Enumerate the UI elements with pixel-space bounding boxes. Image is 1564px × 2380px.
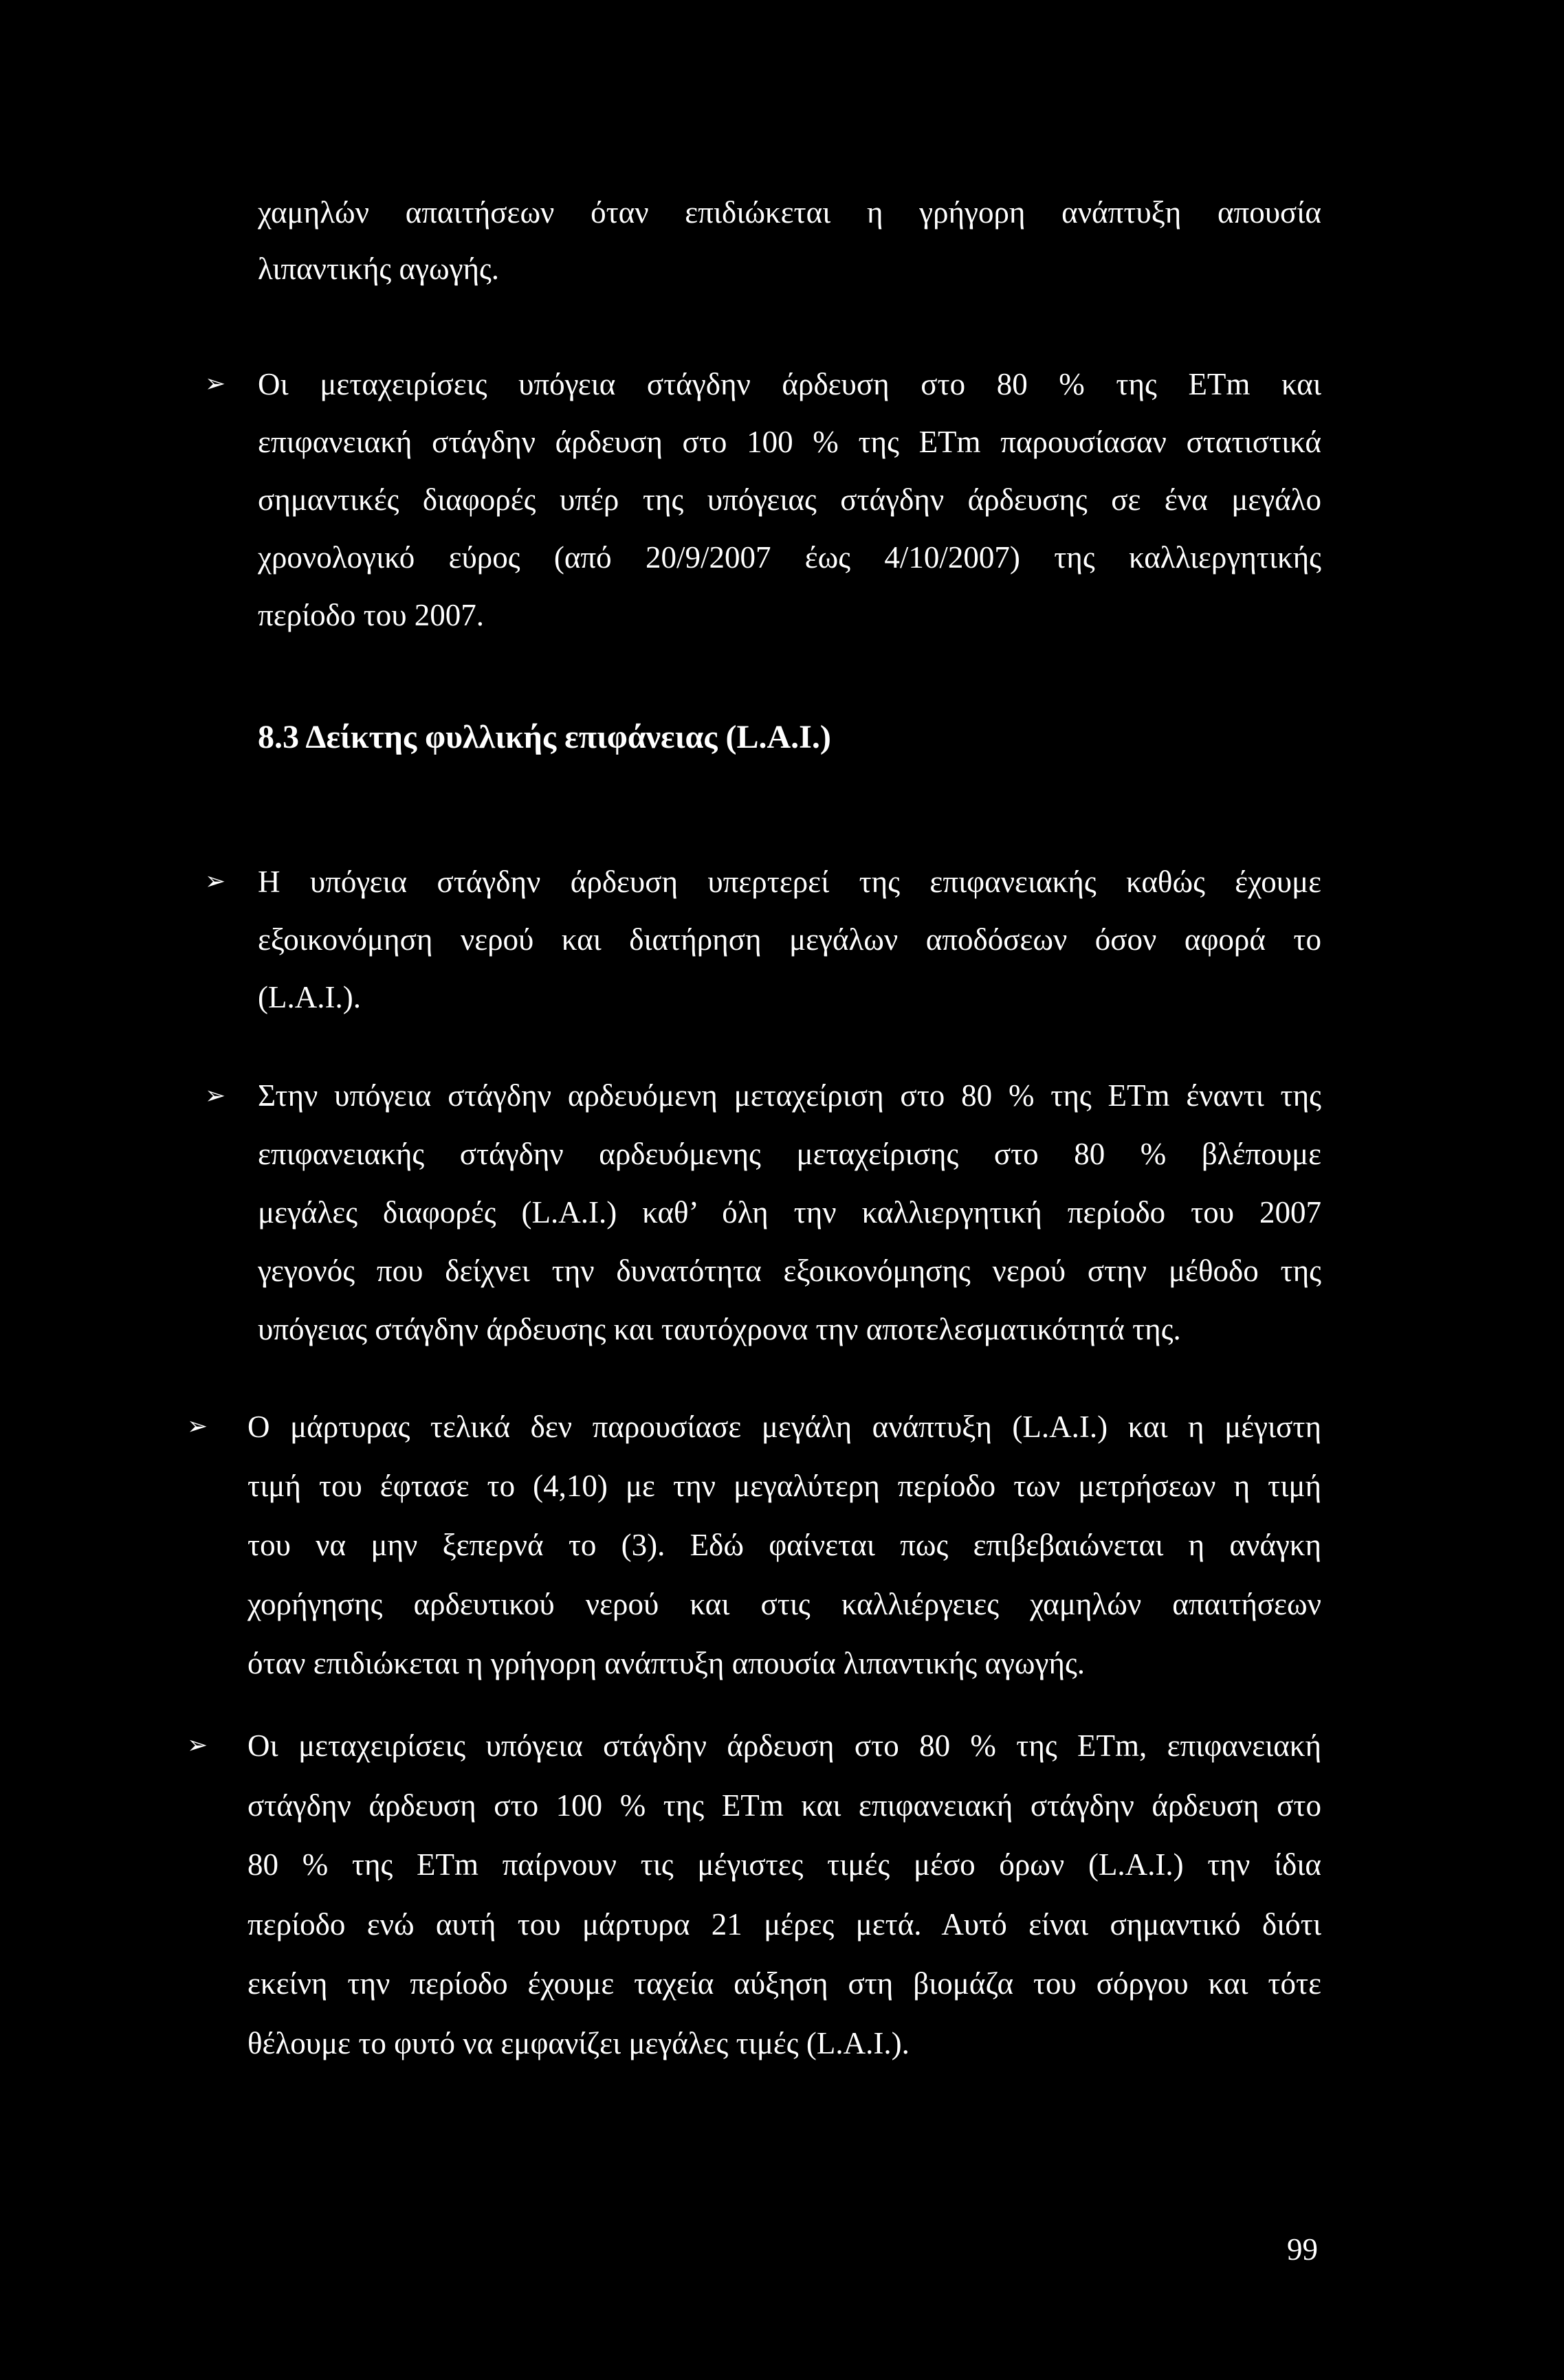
bullet-text — [258, 1067, 1321, 1359]
paragraph-line: γεγονός που δείχνει την δυνατότητα εξοικονόμησης νερού στην μέθοδο της — [258, 1254, 1321, 1288]
arrowhead-bullet-icon — [187, 1397, 208, 1456]
arrowhead-bullet-icon — [205, 853, 225, 911]
paragraph-line: Οι μεταχειρίσεις υπόγεια στάγδην άρδευση στο 80 % της ETm, επιφανειακή — [247, 1728, 1321, 1763]
paragraph-line: λιπαντικής αγωγής. — [258, 252, 500, 286]
page-number: 99 — [1287, 2232, 1318, 2267]
bullet-text — [247, 1397, 1321, 1693]
paragraph-line: χρονολογικό εύρος (από 20/9/2007 έως 4/10/2007) της καλλιεργητικής — [258, 540, 1321, 575]
arrowhead-bullet-icon — [205, 1067, 225, 1125]
paragraph-line: Οι μεταχειρίσεις υπόγεια στάγδην άρδευση στο 80 % της ETm και — [258, 367, 1321, 401]
paragraph-line: μεγάλες διαφορές (L.A.I.) καθ’ όλη την καλλιεργητική περίοδο του 2007 — [258, 1195, 1321, 1230]
paragraph-line: όταν επιδιώκεται η γρήγορη ανάπτυξη απουσία λιπαντικής αγωγής. — [247, 1646, 1086, 1680]
paragraph-line: Στην υπόγεια στάγδην αρδευόμενη μεταχείριση στο 80 % της ETm έναντι της — [258, 1078, 1321, 1113]
section-heading: 8.3 Δείκτης φυλλικής επιφάνειας (L.A.I.) — [258, 719, 831, 755]
paragraph-line: στάγδην άρδευση στο 100 % της ETm και επιφανειακή στάγδην άρδευση στο — [247, 1788, 1321, 1823]
paragraph-line: τιμή του έφτασε το (4,10) με την μεγαλύτερη περίοδο των μετρήσεων η τιμή — [247, 1469, 1321, 1503]
arrowhead-bullet-icon — [187, 1716, 208, 1776]
bullet-text — [258, 853, 1321, 1026]
paragraph-line: (L.A.I.). — [258, 980, 361, 1014]
bullet-paragraph — [187, 1716, 1321, 2073]
paragraph-line: εξοικονόμηση νερού και διατήρηση μεγάλων αποδόσεων όσον αφορά το — [258, 922, 1321, 957]
bullet-paragraph — [205, 853, 1321, 1026]
paragraph-line: περίοδο του 2007. — [258, 598, 484, 632]
paragraph-line: εκείνη την περίοδο έχουμε ταχεία αύξηση στη βιομάζα του σόργου και τότε — [247, 1966, 1321, 2001]
paragraph-line: επιφανειακή στάγδην άρδευση στο 100 % της ETm παρουσίασαν στατιστικά — [258, 425, 1321, 459]
paragraph-line: Ο μάρτυρας τελικά δεν παρουσίασε μεγάλη ανάπτυξη (L.A.I.) και η μέγιστη — [247, 1410, 1321, 1444]
paragraph-line: περίοδο ενώ αυτή του μάρτυρα 21 μέρες μετά. Αυτό είναι σημαντικό διότι — [247, 1906, 1321, 1942]
bullet-paragraph — [205, 1067, 1321, 1359]
arrowhead-bullet-icon — [205, 355, 225, 413]
paragraph-line: 80 % της ETm παίρνουν τις μέγιστες τιμές μέσο όρων (L.A.I.) την ίδια — [247, 1847, 1321, 1882]
continued-paragraph — [258, 184, 1321, 297]
bullet-text — [247, 1716, 1321, 2073]
bullet-text — [258, 355, 1321, 644]
paragraph-line: σημαντικές διαφορές υπέρ της υπόγειας στάγδην άρδευσης σε ένα μεγάλο — [258, 482, 1321, 517]
paragraph-line: επιφανειακής στάγδην αρδευόμενης μεταχείρισης στο 80 % βλέπουμε — [258, 1137, 1321, 1171]
paragraph-line: χαμηλών απαιτήσεων όταν επιδιώκεται η γρήγορη ανάπτυξη απουσία — [258, 195, 1321, 230]
bullet-paragraph — [205, 355, 1321, 644]
paragraph-line: υπόγειας στάγδην άρδευσης και ταυτόχρονα την αποτελεσματικότητά της. — [258, 1312, 1181, 1346]
paragraph-line: θέλουμε το φυτό να εμφανίζει μεγάλες τιμές (L.A.I.). — [247, 2025, 910, 2060]
paragraph-line: του να μην ξεπερνά το (3). Εδώ φαίνεται πως επιβεβαιώνεται η ανάγκη — [247, 1528, 1321, 1562]
bullet-paragraph — [187, 1397, 1321, 1693]
paragraph-line: χορήγησης αρδευτικού νερού και στις καλλιέργειες χαμηλών απαιτήσεων — [247, 1587, 1321, 1621]
paragraph-line: Η υπόγεια στάγδην άρδευση υπερτερεί της επιφανειακής καθώς έχουμε — [258, 865, 1321, 899]
